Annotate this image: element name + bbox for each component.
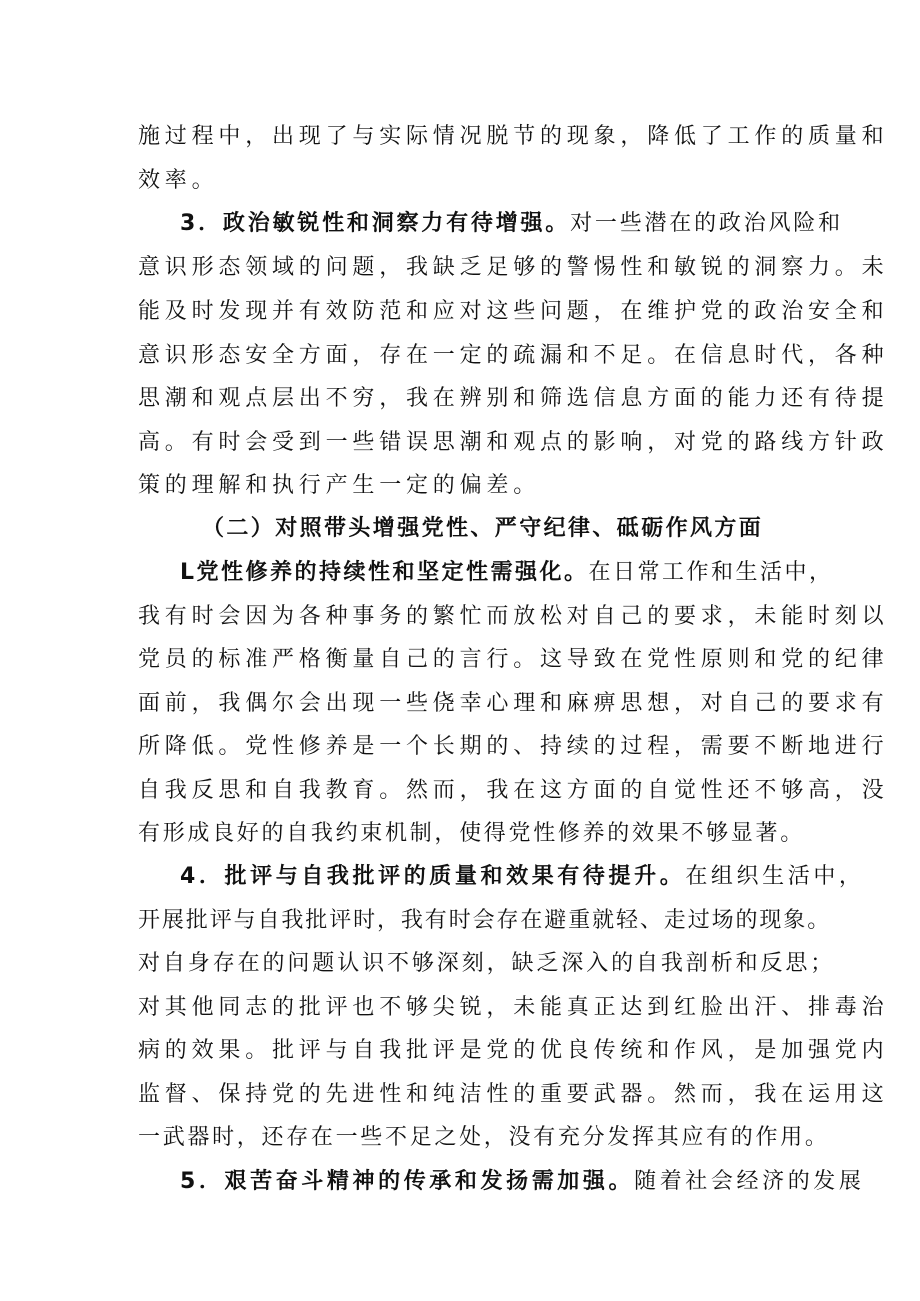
text-line: 效率。 — [138, 168, 219, 193]
paragraph-heading: L党性修养的持续性和坚定性需强化。 — [180, 560, 589, 585]
text-line: 所降低。党性修养是一个长期的、持续的过程，需要不断地进行 — [138, 734, 889, 759]
paragraph-first-line — [180, 857, 865, 897]
text-line: 对自身存在的问题认识不够深刻，缺乏深入的自我剖析和反思； — [138, 951, 836, 976]
paragraph-first-line — [180, 204, 843, 244]
text-line: 思潮和观点层出不穷，我在辨别和筛选信息方面的能力还有待提 — [138, 386, 889, 411]
text-line: 开展批评与自我批评时，我有时会存在避重就轻、走过场的现象。 — [138, 908, 832, 933]
paragraph-heading: 3．政治敏锐性和洞察力有待增强。 — [180, 211, 571, 236]
paragraph-first-line — [180, 553, 834, 593]
text-line: 能及时发现并有效防范和应对这些问题，在维护党的政治安全和 — [138, 299, 889, 324]
text-line: 面前，我偶尔会出现一些侥幸心理和麻痹思想，对自己的要求有 — [138, 691, 889, 716]
text-line: 自我反思和自我教育。然而，我在这方面的自觉性还不够高，没 — [138, 778, 889, 803]
text-line: 对其他同志的批评也不够尖锐，未能真正达到红脸出汗、排毒治 — [138, 995, 889, 1020]
text-line: 有形成良好的自我约束机制，使得党性修养的效果不够显著。 — [138, 821, 805, 846]
text-line: 策的理解和执行产生一定的偏差。 — [138, 473, 541, 498]
paragraph-text: 在组织生活中， — [685, 864, 865, 889]
paragraph-text: 随着社会经济的发展 — [634, 1169, 865, 1194]
text-line: 施过程中，出现了与实际情况脱节的现象，降低了工作的质量和 — [138, 124, 889, 149]
text-line: 我有时会因为各种事务的繁忙而放松对自己的要求，未能时刻以 — [138, 604, 889, 629]
paragraph-first-line — [180, 1162, 865, 1202]
paragraph-text: 对一些潜在的政治风险和 — [570, 211, 843, 236]
text-line: 监督、保持党的先进性和纯洁性的重要武器。然而，我在运用这 — [138, 1082, 889, 1107]
text-line: 意识形态领域的问题，我缺乏足够的警惕性和敏锐的洞察力。未 — [138, 255, 889, 280]
text-line: 一武器时，还存在一些不足之处，没有充分发挥其应有的作用。 — [138, 1125, 830, 1150]
paragraph-heading: 4．批评与自我批评的质量和效果有待提升。 — [180, 864, 686, 889]
text-line: 高。有时会受到一些错误思潮和观点的影响，对党的路线方针政 — [138, 430, 889, 455]
text-line: 病的效果。批评与自我批评是党的优良传统和作风，是加强党内 — [138, 1038, 889, 1063]
paragraph-heading: 5．艰苦奋斗精神的传承和发扬需加强。 — [180, 1169, 635, 1194]
section-title: （二）对照带头增强党性、严守纪律、砥砺作风方面 — [202, 516, 764, 541]
paragraph-text: 在日常工作和生活中， — [588, 560, 834, 585]
text-line: 党员的标准严格衡量自己的言行。这导致在党性原则和党的纪律 — [138, 647, 889, 672]
text-line: 意识形态安全方面，存在一定的疏漏和不足。在信息时代，各种 — [138, 343, 889, 368]
